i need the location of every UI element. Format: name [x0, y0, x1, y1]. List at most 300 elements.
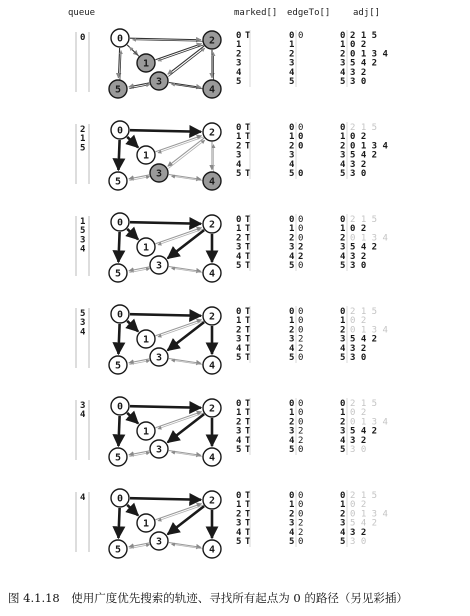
vertex-2 — [203, 31, 221, 49]
vertex-4 — [203, 448, 221, 466]
marked-index: 5 — [236, 445, 242, 455]
edgeto-index: 2 — [289, 233, 295, 244]
trace-step-1 — [76, 121, 389, 190]
edgeto-value: 0 — [298, 408, 304, 419]
vertex-1 — [137, 146, 155, 164]
adj-list: 3 0 — [350, 537, 367, 547]
vertex-label: 3 — [155, 352, 163, 364]
marked-value: T — [245, 500, 251, 511]
vertex-1 — [137, 330, 155, 348]
edgeto-index: 4 — [289, 251, 295, 262]
adj-list: 3 0 — [350, 353, 367, 363]
queue-entry: 3 — [80, 318, 86, 329]
vertex-2 — [203, 215, 221, 233]
graph-edge-3-4 — [169, 174, 201, 179]
queue-entry: 1 — [80, 217, 86, 227]
adj-list: 3 2 — [350, 67, 367, 78]
vertex-2 — [203, 307, 221, 325]
edgeto-index: 4 — [289, 67, 295, 78]
adj-index: 4 — [340, 343, 346, 354]
marked-index: 3 — [236, 426, 242, 437]
marked-index: 4 — [236, 527, 242, 538]
vertex-label: 3 — [155, 444, 163, 456]
marked-value: T — [245, 132, 251, 143]
adj-index: 1 — [340, 408, 346, 419]
vertex-label: 3 — [155, 76, 163, 88]
marked-value: T — [245, 491, 251, 501]
vertex-1 — [137, 422, 155, 440]
graph-edge-2-1 — [158, 137, 204, 153]
edgeto-index: 1 — [289, 132, 295, 143]
marked-index: 3 — [236, 150, 242, 161]
edgeto-index: 0 — [289, 31, 295, 41]
adj-list: 0 2 — [350, 408, 367, 419]
adj-index: 2 — [340, 509, 346, 520]
vertex-label: 5 — [114, 360, 122, 372]
adj-index: 3 — [340, 518, 346, 529]
edgeto-index: 5 — [289, 537, 295, 547]
edgeto-index: 5 — [289, 169, 295, 179]
marked-value: T — [245, 325, 251, 336]
edgeto-index: 3 — [289, 58, 295, 69]
marked-value: T — [245, 141, 251, 152]
vertex-4 — [203, 172, 221, 190]
graph-edge-3-4 — [169, 266, 201, 271]
marked-value: T — [245, 435, 251, 446]
adj-list: 0 1 3 4 — [350, 233, 388, 244]
edgeto-value: 0 — [298, 353, 304, 363]
edgeto-value: 0 — [298, 224, 304, 235]
queue-entry: 5 — [80, 143, 86, 154]
adj-list: 5 4 2 — [350, 334, 378, 345]
marked-index: 2 — [236, 233, 242, 244]
adj-list: 2 1 5 — [350, 215, 378, 225]
tree-edge-0-5 — [118, 232, 119, 262]
edgeto-value: 0 — [298, 215, 304, 225]
edgeto-index: 1 — [289, 500, 295, 511]
edgeto-value: 0 — [298, 500, 304, 511]
edgeto-index: 2 — [289, 325, 295, 336]
edgeto-index: 4 — [289, 435, 295, 446]
adj-list: 3 2 — [350, 159, 367, 170]
adj-list: 3 0 — [350, 169, 367, 179]
adj-list: 0 1 3 4 — [350, 509, 388, 520]
edgeto-value: 0 — [298, 31, 304, 41]
adj-list: 5 4 2 — [350, 150, 378, 161]
marked-value: T — [245, 518, 251, 529]
marked-index: 4 — [236, 159, 242, 170]
marked-index: 2 — [236, 49, 242, 60]
adj-list: 5 4 2 — [350, 426, 378, 437]
marked-value: T — [245, 215, 251, 225]
vertex-label: 4 — [208, 268, 216, 280]
tree-edge-0-1 — [127, 229, 138, 239]
edgeto-value: 0 — [298, 141, 304, 152]
edgeto-index: 5 — [289, 261, 295, 271]
marked-value: T — [245, 169, 251, 179]
queue-entry: 4 — [80, 410, 86, 421]
queue-header: queue — [68, 8, 96, 18]
marked-index: 4 — [236, 251, 242, 262]
vertex-3 — [150, 72, 168, 90]
marked-index: 1 — [236, 500, 242, 511]
adj-index: 5 — [340, 537, 346, 547]
marked-index: 5 — [236, 77, 242, 87]
edgeto-value: 0 — [298, 233, 304, 244]
vertex-5 — [109, 540, 127, 558]
vertex-1 — [137, 514, 155, 532]
vertex-label: 2 — [208, 403, 216, 415]
edgeto-value: 0 — [298, 316, 304, 327]
edgeto-value: 0 — [298, 307, 304, 317]
graph-edge-3-4 — [169, 358, 201, 363]
queue-entry: 3 — [80, 401, 86, 411]
vertex-label: 2 — [208, 35, 216, 47]
edgeto-index: 2 — [289, 49, 295, 60]
adj-index: 2 — [340, 141, 346, 152]
adj-list: 2 1 5 — [350, 31, 378, 41]
vertex-3 — [150, 256, 168, 274]
vertex-label: 4 — [208, 544, 216, 556]
edgeto-value: 2 — [298, 343, 304, 354]
queue-entry: 0 — [80, 33, 86, 43]
vertex-3 — [150, 164, 168, 182]
marked-value: T — [245, 343, 251, 354]
edgeto-index: 2 — [289, 141, 295, 152]
marked-index: 2 — [236, 509, 242, 520]
vertex-2 — [203, 399, 221, 417]
vertex-5 — [109, 172, 127, 190]
adj-index: 0 — [340, 491, 346, 501]
vertex-0 — [111, 29, 129, 47]
graph-edge-1-0 — [129, 47, 140, 57]
adj-list: 0 1 3 4 — [350, 141, 388, 152]
trace-step-4 — [76, 397, 388, 466]
edgeto-value: 0 — [298, 537, 304, 547]
vertex-label: 1 — [142, 58, 150, 70]
marked-index: 3 — [236, 334, 242, 345]
marked-index: 1 — [236, 316, 242, 327]
edgeto-index: 0 — [289, 399, 295, 409]
vertex-4 — [203, 264, 221, 282]
adj-list: 3 0 — [350, 445, 367, 455]
edgeto-value: 0 — [298, 169, 304, 179]
graph-edge-2-3 — [168, 46, 204, 74]
edgeto-value: 0 — [298, 417, 304, 428]
marked-value: T — [245, 426, 251, 437]
marked-index: 0 — [236, 307, 242, 317]
adj-list: 0 2 — [350, 500, 367, 511]
tree-edge-2-3 — [168, 322, 204, 350]
adj-index: 5 — [340, 261, 346, 271]
tree-edge-0-2 — [130, 406, 201, 408]
tree-edge-0-2 — [130, 314, 201, 316]
vertex-label: 2 — [208, 219, 216, 231]
vertex-label: 0 — [116, 33, 124, 45]
adj-index: 2 — [340, 49, 346, 60]
graph-edge-3-2 — [168, 140, 204, 168]
adj-list: 3 2 — [350, 343, 367, 354]
vertex-label: 5 — [114, 84, 122, 96]
edgeto-value: 2 — [298, 334, 304, 345]
vertex-label: 1 — [142, 334, 150, 346]
vertex-3 — [150, 440, 168, 458]
marked-value: T — [245, 509, 251, 520]
edgeto-index: 4 — [289, 527, 295, 538]
edgeto-index: 0 — [289, 123, 295, 133]
marked-index: 1 — [236, 408, 242, 419]
queue-entry: 1 — [80, 134, 86, 145]
marked-value: T — [245, 399, 251, 409]
marked-value: T — [245, 123, 251, 133]
edgeto-value: 0 — [298, 445, 304, 455]
marked-index: 0 — [236, 123, 242, 133]
marked-index: 5 — [236, 537, 242, 547]
vertex-label: 5 — [114, 452, 122, 464]
graph-edge-1-2 — [155, 504, 201, 520]
vertex-label: 2 — [208, 311, 216, 323]
vertex-5 — [109, 356, 127, 374]
adj-list: 0 2 — [350, 224, 367, 235]
tree-edge-2-3 — [168, 414, 204, 442]
queue-entry: 5 — [80, 226, 86, 237]
queue-entry: 5 — [80, 309, 86, 319]
adj-index: 0 — [340, 31, 346, 41]
vertex-1 — [137, 238, 155, 256]
vertex-label: 0 — [116, 309, 124, 321]
marked-value: T — [245, 445, 251, 455]
edgeto-header: edgeTo[] — [287, 8, 331, 18]
adj-list: 0 1 3 4 — [350, 325, 388, 336]
adj-index: 3 — [340, 150, 346, 161]
marked-value: T — [245, 334, 251, 345]
marked-index: 1 — [236, 40, 242, 51]
adj-list: 3 0 — [350, 261, 367, 271]
adj-list: 0 2 — [350, 40, 367, 51]
graph-edge-1-2 — [155, 136, 201, 152]
queue-entry: 2 — [80, 125, 86, 135]
adj-list: 0 1 3 4 — [350, 417, 388, 428]
marked-index: 4 — [236, 435, 242, 446]
vertex-0 — [111, 121, 129, 139]
edgeto-index: 3 — [289, 426, 295, 437]
trace-step-5 — [76, 489, 388, 558]
edgeto-value: 2 — [298, 518, 304, 529]
marked-index: 3 — [236, 242, 242, 253]
edgeto-value: 0 — [298, 123, 304, 133]
edgeto-value: 2 — [298, 527, 304, 538]
vertex-0 — [111, 213, 129, 231]
adj-index: 0 — [340, 123, 346, 133]
tree-edge-0-5 — [118, 508, 119, 538]
adj-list: 0 2 — [350, 132, 367, 143]
adj-index: 1 — [340, 224, 346, 235]
edgeto-value: 2 — [298, 426, 304, 437]
vertex-label: 4 — [208, 452, 216, 464]
vertex-3 — [150, 348, 168, 366]
tree-edge-0-2 — [130, 130, 201, 132]
edgeto-index: 2 — [289, 509, 295, 520]
queue-entry: 3 — [80, 235, 86, 246]
adj-list: 0 1 3 4 — [350, 49, 388, 60]
edgeto-value: 0 — [298, 491, 304, 501]
vertex-label: 0 — [116, 217, 124, 229]
adj-index: 5 — [340, 169, 346, 179]
edgeto-index: 5 — [289, 353, 295, 363]
adj-list: 5 4 2 — [350, 58, 378, 69]
adj-index: 4 — [340, 527, 346, 538]
marked-value: T — [245, 417, 251, 428]
tree-edge-2-3 — [168, 506, 204, 534]
marked-value: T — [245, 307, 251, 317]
adj-index: 3 — [340, 58, 346, 69]
edgeto-index: 0 — [289, 215, 295, 225]
adj-header: adj[] — [353, 8, 381, 18]
adj-list: 3 0 — [350, 77, 367, 87]
graph-edge-0-5 — [118, 48, 119, 78]
marked-index: 5 — [236, 169, 242, 179]
queue-entry: 4 — [80, 327, 86, 338]
edgeto-value: 0 — [298, 261, 304, 271]
graph-edge-3-2 — [168, 48, 204, 76]
adj-index: 3 — [340, 334, 346, 345]
marked-value: T — [245, 537, 251, 547]
tree-edge-0-5 — [118, 324, 119, 354]
edgeto-index: 4 — [289, 343, 295, 354]
marked-index: 2 — [236, 417, 242, 428]
vertex-label: 3 — [155, 536, 163, 548]
edgeto-index: 1 — [289, 408, 295, 419]
adj-index: 4 — [340, 251, 346, 262]
marked-header: marked[] — [234, 8, 278, 18]
marked-index: 5 — [236, 261, 242, 271]
vertex-label: 4 — [208, 360, 216, 372]
edgeto-index: 2 — [289, 417, 295, 428]
tree-edge-2-3 — [168, 230, 204, 258]
edgeto-index: 1 — [289, 224, 295, 235]
tree-edge-0-5 — [118, 140, 119, 170]
vertex-0 — [111, 305, 129, 323]
vertex-3 — [150, 532, 168, 550]
marked-value: T — [245, 261, 251, 271]
vertex-5 — [109, 80, 127, 98]
edgeto-value: 2 — [298, 435, 304, 446]
queue-entry: 4 — [80, 493, 86, 503]
adj-index: 1 — [340, 316, 346, 327]
vertex-label: 2 — [208, 127, 216, 139]
tree-edge-0-2 — [130, 498, 201, 500]
vertex-label: 1 — [142, 426, 150, 438]
tree-edge-0-1 — [127, 321, 138, 331]
graph-edge-1-2 — [155, 44, 201, 60]
edgeto-index: 3 — [289, 242, 295, 253]
queue-entry: 4 — [80, 244, 86, 255]
graph-edge-5-0 — [120, 50, 121, 80]
edgeto-value: 2 — [298, 242, 304, 253]
graph-edge-3-4 — [169, 82, 201, 87]
figure-caption: 图 4.1.18 使用广度优先搜索的轨迹、寻找所有起点为 0 的路径（另见彩插） — [8, 591, 408, 605]
edgeto-value: 2 — [298, 251, 304, 262]
vertex-label: 5 — [114, 176, 122, 188]
marked-index: 4 — [236, 343, 242, 354]
marked-value: T — [245, 408, 251, 419]
marked-value: T — [245, 233, 251, 244]
vertex-label: 3 — [155, 168, 163, 180]
adj-list: 2 1 5 — [350, 307, 378, 317]
vertex-label: 2 — [208, 495, 216, 507]
edgeto-index: 3 — [289, 334, 295, 345]
vertex-4 — [203, 356, 221, 374]
adj-index: 3 — [340, 242, 346, 253]
vertex-label: 5 — [114, 544, 122, 556]
adj-index: 1 — [340, 500, 346, 511]
marked-index: 4 — [236, 67, 242, 78]
vertex-label: 4 — [208, 84, 216, 96]
marked-index: 3 — [236, 518, 242, 529]
trace-step-3 — [76, 305, 388, 374]
adj-list: 2 1 5 — [350, 123, 378, 133]
graph-edge-2-3 — [168, 138, 204, 166]
vertex-label: 1 — [142, 518, 150, 530]
vertex-0 — [111, 489, 129, 507]
adj-list: 5 4 2 — [350, 242, 378, 253]
adj-list: 2 1 5 — [350, 491, 378, 501]
graph-edge-3-4 — [169, 450, 201, 455]
marked-index: 0 — [236, 215, 242, 225]
edgeto-index: 1 — [289, 40, 295, 51]
vertex-label: 0 — [116, 401, 124, 413]
edgeto-value: 0 — [298, 509, 304, 520]
graph-edge-1-2 — [155, 412, 201, 428]
edgeto-index: 0 — [289, 491, 295, 501]
vertex-label: 1 — [142, 150, 150, 162]
vertex-5 — [109, 264, 127, 282]
marked-index: 5 — [236, 353, 242, 363]
edgeto-index: 3 — [289, 518, 295, 529]
adj-index: 1 — [340, 132, 346, 143]
tree-edge-0-1 — [127, 137, 138, 147]
adj-index: 0 — [340, 215, 346, 225]
edgeto-index: 5 — [289, 445, 295, 455]
graph-edge-1-2 — [155, 320, 201, 336]
adj-index: 3 — [340, 426, 346, 437]
tree-edge-0-1 — [127, 413, 138, 423]
adj-list: 5 4 2 — [350, 518, 378, 529]
vertex-0 — [111, 397, 129, 415]
adj-index: 1 — [340, 40, 346, 51]
marked-value: T — [245, 242, 251, 253]
edgeto-index: 0 — [289, 307, 295, 317]
vertex-1 — [137, 54, 155, 72]
marked-value: T — [245, 224, 251, 235]
adj-index: 2 — [340, 417, 346, 428]
vertex-4 — [203, 540, 221, 558]
vertex-label: 1 — [142, 242, 150, 254]
marked-index: 0 — [236, 31, 242, 41]
marked-index: 2 — [236, 325, 242, 336]
vertex-5 — [109, 448, 127, 466]
edgeto-value: 0 — [298, 325, 304, 336]
adj-list: 0 2 — [350, 316, 367, 327]
adj-index: 0 — [340, 399, 346, 409]
adj-index: 2 — [340, 325, 346, 336]
marked-value: T — [245, 527, 251, 538]
adj-list: 3 2 — [350, 435, 367, 446]
vertex-2 — [203, 123, 221, 141]
edgeto-index: 4 — [289, 159, 295, 170]
marked-value: T — [245, 316, 251, 327]
marked-index: 3 — [236, 58, 242, 69]
